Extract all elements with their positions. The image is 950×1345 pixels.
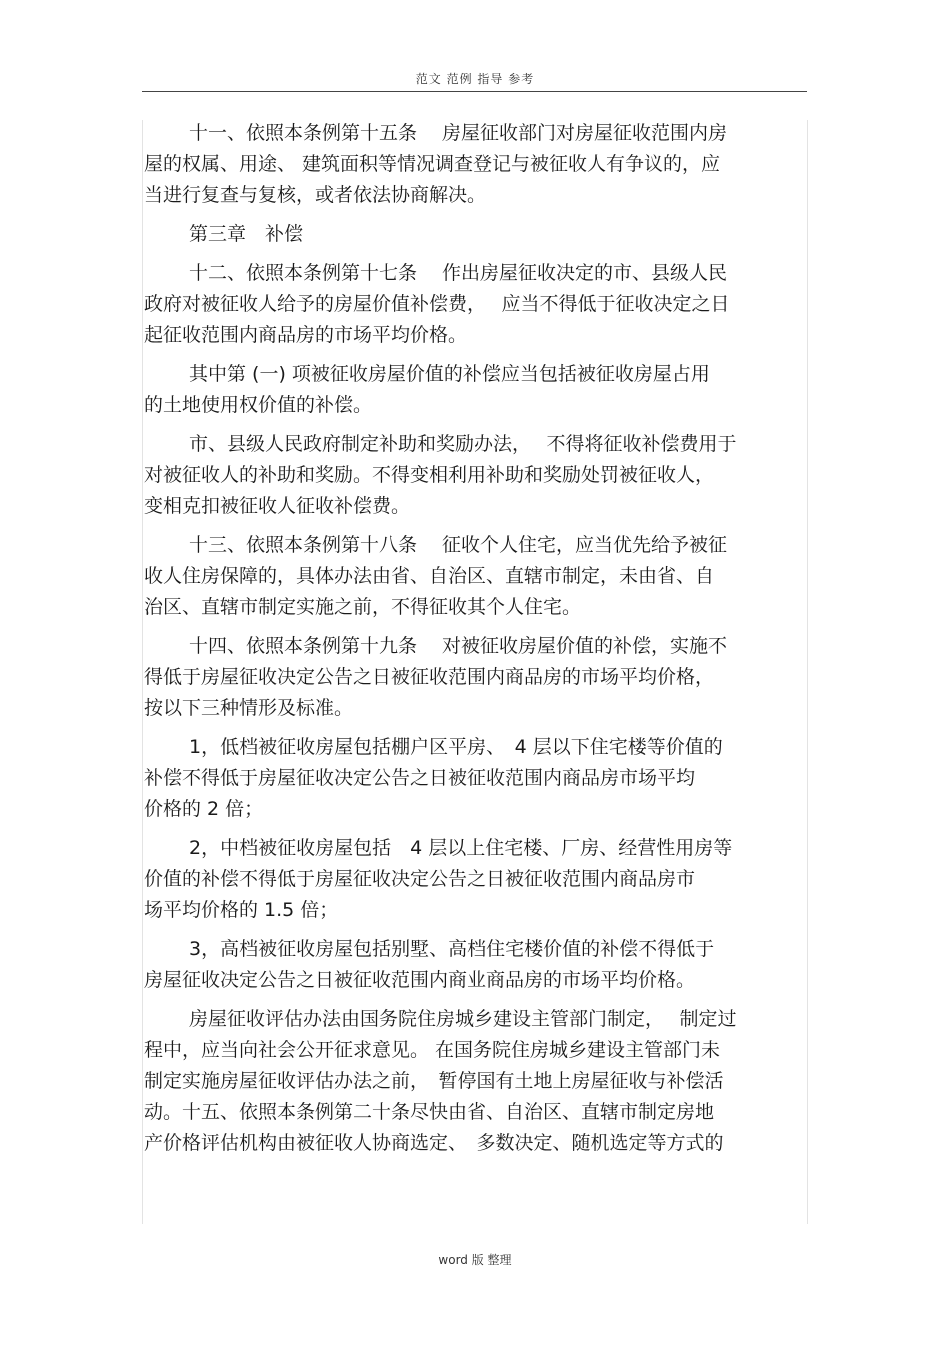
paragraph (144, 219, 806, 250)
text-line: 2，中档被征收房屋包括 4 层以上住宅楼、厂房、经营性用房等 (189, 837, 733, 859)
text-line: 得低于房屋征收决定公告之日被征收范围内商品房的市场平均价格， (144, 666, 715, 688)
paragraph (144, 118, 806, 211)
text-line: 程中，应当向社会公开征求意见。 在国务院住房城乡建设主管部门未 (144, 1039, 721, 1061)
text-line: 价值的补偿不得低于房屋征收决定公告之日被征收范围内商品房市 (144, 868, 696, 890)
text-line: 场平均价格的 1.5 倍； (144, 899, 339, 921)
paragraph (144, 1004, 806, 1159)
document-body (144, 118, 806, 1224)
text-line: 变相克扣被征收人征收补偿费。 (144, 495, 411, 517)
paragraph (144, 429, 806, 522)
paragraph (144, 359, 806, 421)
text-line: 价格的 2 倍； (144, 798, 264, 820)
paragraph (144, 258, 806, 351)
text-line: 3，高档被征收房屋包括别墅、高档住宅楼价值的补偿不得低于 (189, 938, 715, 960)
text-line: 房屋征收评估办法由国务院住房城乡建设主管部门制定， 制定过 (189, 1008, 737, 1030)
text-line: 对被征收人的补助和奖励。不得变相利用补助和奖励处罚被征收人， (144, 464, 715, 486)
text-line: 补偿不得低于房屋征收决定公告之日被征收范围内商品房市场平均 (144, 767, 696, 789)
text-line: 十二、依照本条例第十七条 作出房屋征收决定的市、县级人民 (189, 262, 728, 284)
text-line: 动。十五、依照本条例第二十条尽快由省、自治区、直辖市制定房地 (144, 1101, 715, 1123)
text-line: 市、县级人民政府制定补助和奖励办法， 不得将征收补偿费用于 (189, 433, 737, 455)
text-line: 起征收范围内商品房的市场平均价格。 (144, 324, 468, 346)
text-line: 收人住房保障的，具体办法由省、自治区、直辖市制定，未由省、自 (144, 565, 715, 587)
page-header: 范文 范例 指导 参考 (415, 72, 535, 86)
text-line: 1，低档被征收房屋包括棚户区平房、 4 层以下住宅楼等价值的 (189, 736, 723, 758)
text-line: 屋的权属、用途、 建筑面积等情况调查登记与被征收人有争议的，应 (144, 153, 721, 175)
text-line: 第三章 补偿 (189, 223, 304, 245)
paragraph (144, 833, 806, 926)
text-line: 政府对被征收人给予的房屋价值补偿费， 应当不得低于征收决定之日 (144, 293, 730, 315)
text-line: 当进行复查与复核，或者依法协商解决。 (144, 184, 487, 206)
text-line: 房屋征收决定公告之日被征收范围内商业商品房的市场平均价格。 (144, 969, 696, 991)
text-line: 其中第 (一) 项被征收房屋价值的补偿应当包括被征收房屋占用 (189, 363, 710, 385)
paragraph (144, 530, 806, 623)
paragraph (144, 631, 806, 724)
text-line: 十四、依照本条例第十九条 对被征收房屋价值的补偿，实施不 (189, 635, 728, 657)
page-footer: word 版 整理 (438, 1253, 512, 1267)
text-line: 治区、直辖市制定实施之前，不得征收其个人住宅。 (144, 596, 582, 618)
paragraph (144, 732, 806, 825)
text-line: 的土地使用权价值的补偿。 (144, 394, 373, 416)
paragraph (144, 934, 806, 996)
text-line: 按以下三种情形及标准。 (144, 697, 354, 719)
text-line: 产价格评估机构由被征收人协商选定、 多数决定、随机选定等方式的 (144, 1132, 724, 1154)
text-line: 十三、依照本条例第十八条 征收个人住宅，应当优先给予被征 (189, 534, 728, 556)
text-line: 制定实施房屋征收评估办法之前， 暂停国有土地上房屋征收与补偿活 (144, 1070, 724, 1092)
header-divider (142, 91, 807, 92)
text-line: 十一、依照本条例第十五条 房屋征收部门对房屋征收范围内房 (189, 122, 728, 144)
